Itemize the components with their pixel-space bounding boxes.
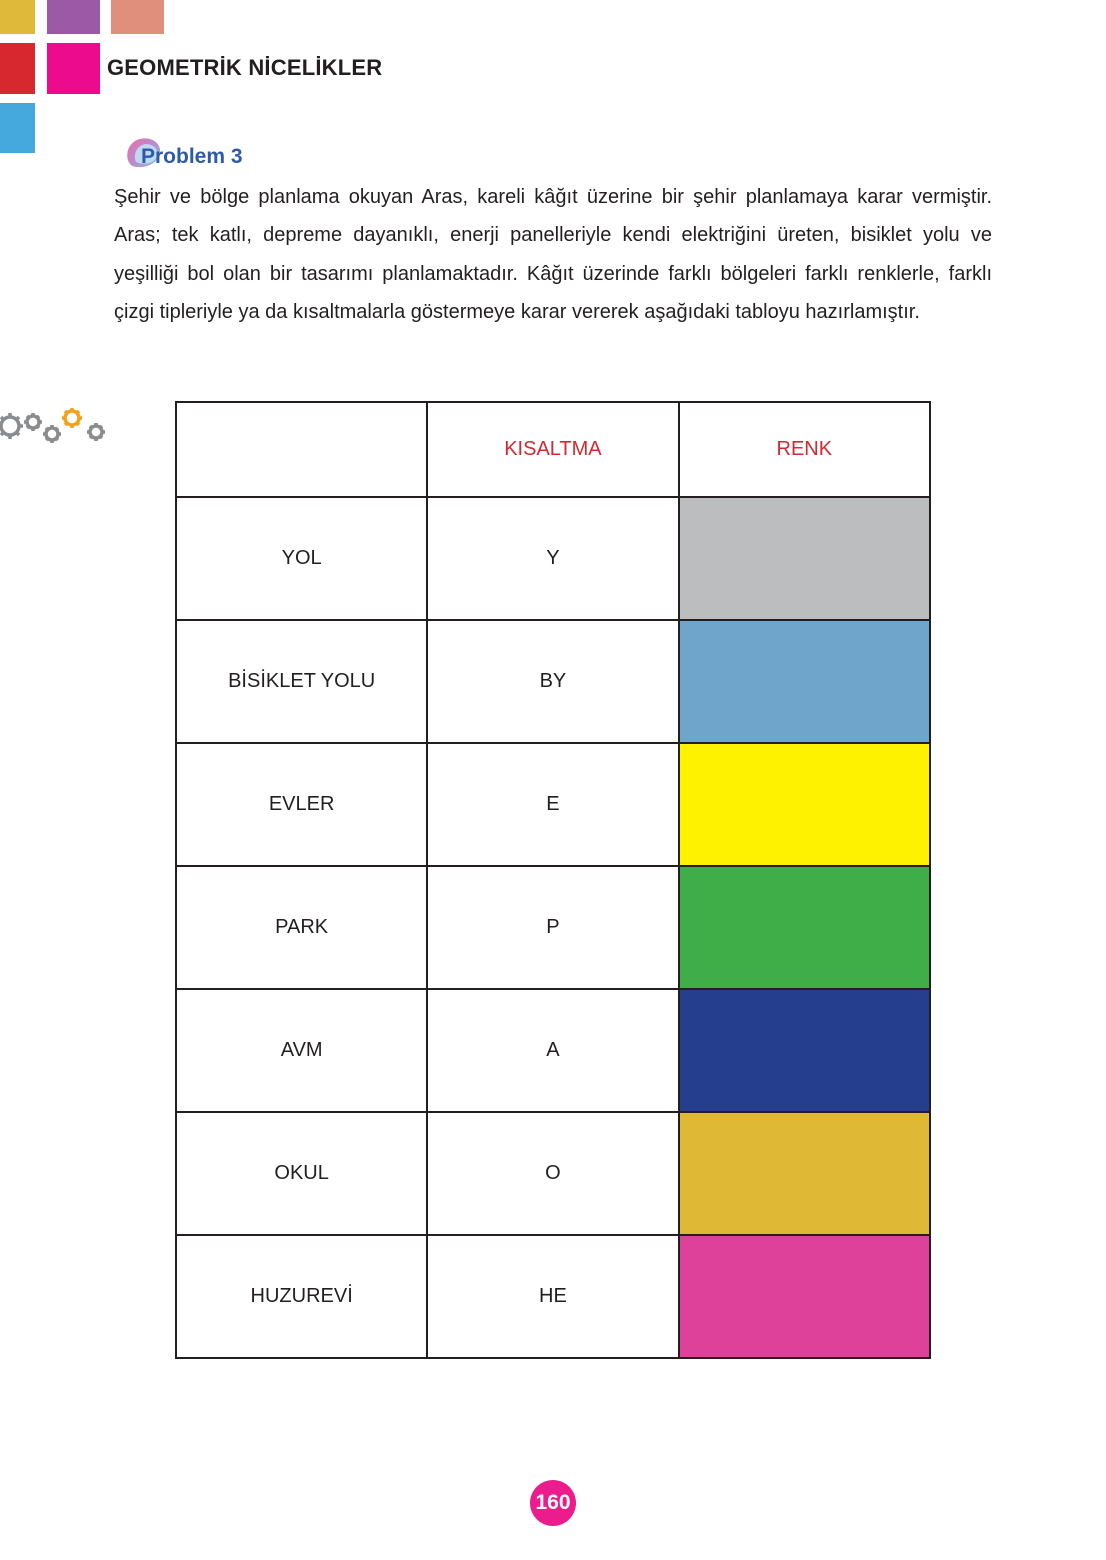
row-abbr-cell: HE bbox=[427, 1235, 678, 1358]
problem-title: Problem 3 bbox=[141, 145, 243, 168]
row-abbr-cell: E bbox=[427, 743, 678, 866]
row-abbr-cell: Y bbox=[427, 497, 678, 620]
color-swatch-cell bbox=[679, 989, 930, 1112]
header-cell-empty bbox=[176, 402, 427, 497]
problem-text: Şehir ve bölge planlama okuyan Aras, kareli kâğıt üzerine bir şehir planlamaya karar vermiştir. Aras; tek katlı, depreme dayanıklı, enerji panelleriyle kendi elektriğini üreten, bisiklet yolu ve yeşilliği bol olan bir tasarımı planlamaktadır. Kâğıt üzerinde farklı bölgeleri farklı renklerle, farklı çizgi tipleriyle ya da kısaltmalarla göstermeye karar vererek aşağıdaki tabloyu hazırlamıştır. bbox=[114, 186, 992, 323]
color-swatch-cell bbox=[679, 620, 930, 743]
table-row bbox=[176, 989, 930, 1112]
row-abbr-cell: BY bbox=[427, 620, 678, 743]
row-name-cell: BİSİKLET YOLU bbox=[176, 620, 427, 743]
corner-square-1 bbox=[0, 0, 35, 34]
page-number: 160 bbox=[530, 1480, 576, 1526]
gears-icon bbox=[0, 400, 115, 450]
table-row bbox=[176, 866, 930, 989]
row-abbr-cell: A bbox=[427, 989, 678, 1112]
color-swatch-cell bbox=[679, 866, 930, 989]
table-row bbox=[176, 497, 930, 620]
table-row bbox=[176, 1235, 930, 1358]
row-name-cell: HUZUREVİ bbox=[176, 1235, 427, 1358]
corner-square-4 bbox=[0, 43, 35, 94]
row-name-cell: EVLER bbox=[176, 743, 427, 866]
table-header-row bbox=[176, 402, 930, 497]
row-name-cell: AVM bbox=[176, 989, 427, 1112]
corner-square-5 bbox=[47, 43, 100, 94]
table-row bbox=[176, 620, 930, 743]
corner-square-3 bbox=[111, 0, 164, 34]
corner-square-6 bbox=[0, 103, 35, 153]
color-swatch-cell bbox=[679, 497, 930, 620]
chapter-title: GEOMETRİK NİCELİKLER bbox=[107, 55, 383, 80]
row-name-cell: YOL bbox=[176, 497, 427, 620]
corner-square-2 bbox=[47, 0, 100, 34]
header-cell-abbreviation: KISALTMA bbox=[427, 402, 678, 497]
legend-table bbox=[175, 401, 931, 1359]
color-swatch-cell bbox=[679, 743, 930, 866]
color-swatch-cell bbox=[679, 1235, 930, 1358]
row-abbr-cell: P bbox=[427, 866, 678, 989]
row-abbr-cell: O bbox=[427, 1112, 678, 1235]
row-name-cell: OKUL bbox=[176, 1112, 427, 1235]
row-name-cell: PARK bbox=[176, 866, 427, 989]
header-cell-color: RENK bbox=[679, 402, 930, 497]
table-row bbox=[176, 743, 930, 866]
table-row bbox=[176, 1112, 930, 1235]
color-swatch-cell bbox=[679, 1112, 930, 1235]
